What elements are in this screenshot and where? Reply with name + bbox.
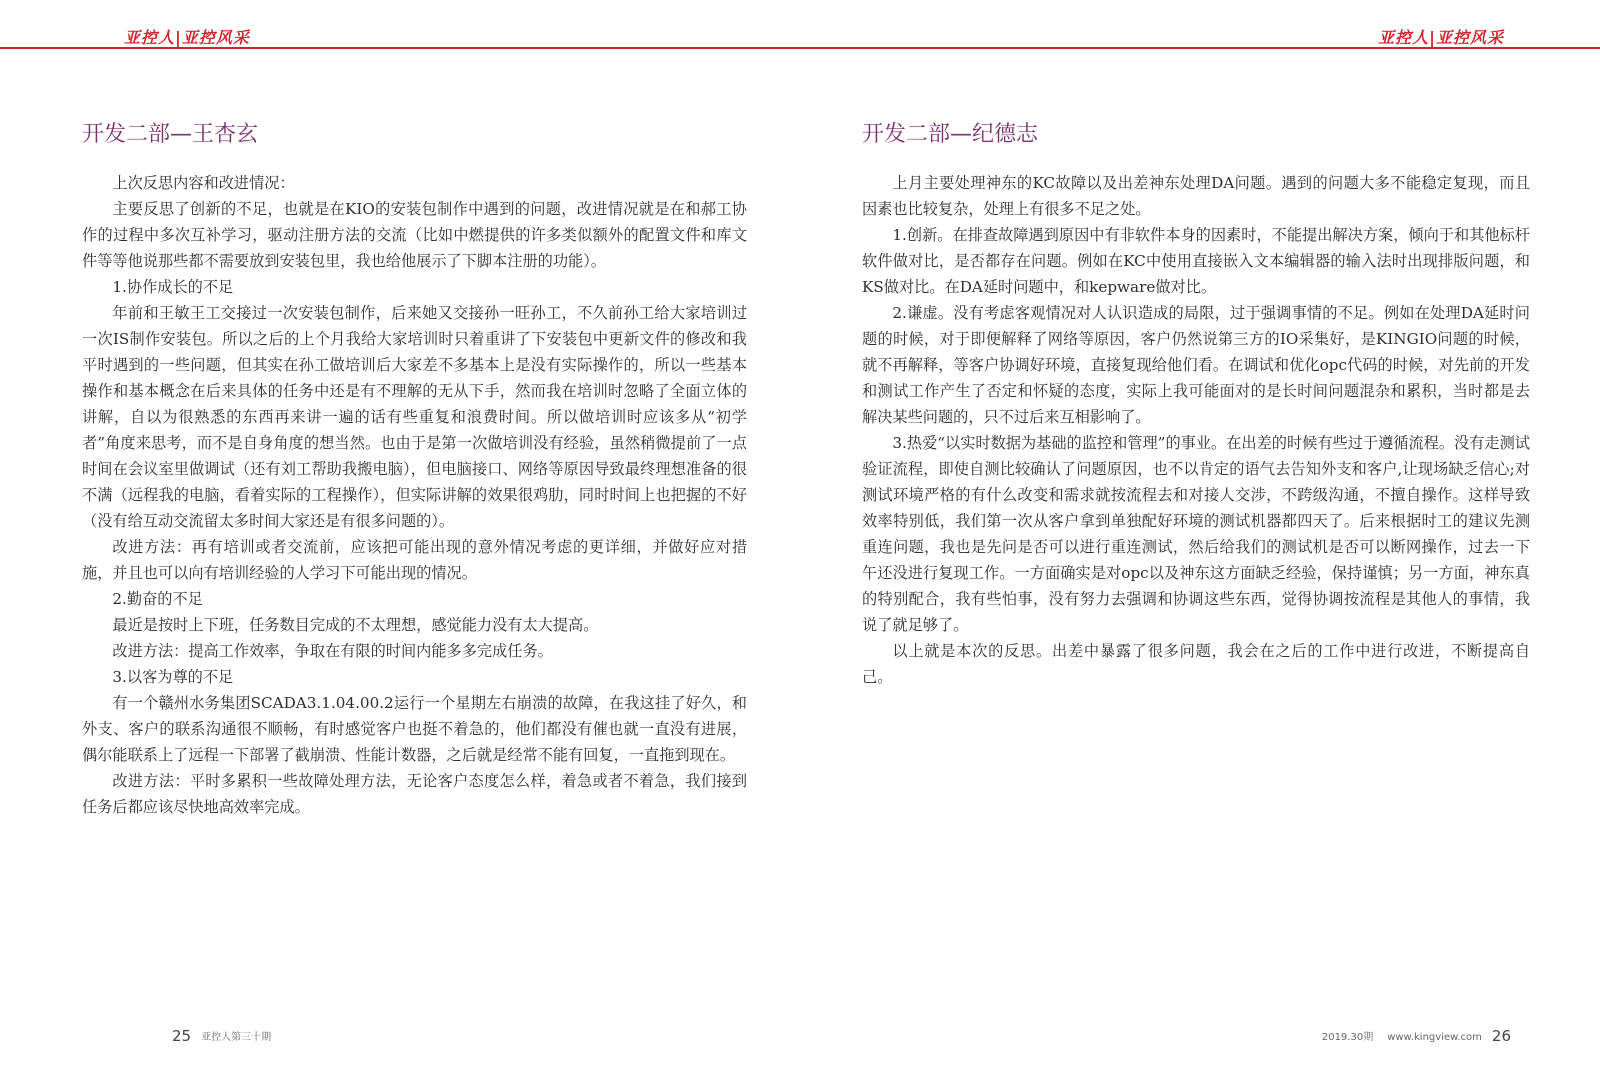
left-page-number: 25 [172,1027,192,1045]
left-paragraph: 改进方法：提高工作效率，争取在有限的时间内能多多完成任务。 [112,642,553,660]
left-paragraph: 主要反思了创新的不足，也就是在KIO的安装包制作中遇到的问题，改进情况就是在和郝工协作的过程中多次互补学习，驱动注册方法的交流（比如中燃提供的许多类似额外的配置文件和库文件等等他说那些都不需要放到安装包里，我也给他展示了下脚本注册的功能）。 [82,200,747,270]
left-footer [172,1026,271,1048]
right-paragraph: 上月主要处理神东的KC故障以及出差神东处理DA问题。遇到的问题大多不能稳定复现，而且因素也比较复杂，处理上有很多不足之处。 [862,174,1530,218]
left-section-title: 开发二部—王杏玄 [82,122,259,147]
left-paragraph: 改进方法：再有培训或者交流前，应该把可能出现的意外情况考虑的更详细，并做好应对措施，并且也可以向有培训经验的人学习下可能出现的情况。 [82,538,747,582]
right-page-number: 26 [1491,1027,1511,1045]
left-paragraph: 改进方法：平时多累积一些故障处理方法，无论客户态度怎么样，着急或者不着急，我们接到任务后都应该尽快地高效率完成。 [82,772,747,816]
left-paragraph: 1.协作成长的不足 [112,278,234,296]
right-paragraph: 3.热爱“以实时数据为基础的监控和管理”的事业。在出差的时候有些过于遵循流程。没有走测试验证流程，即使自测比较确认了问题原因，也不以肯定的语气去告知外支和客户,让现场缺乏信心;对测试环境严格的有什么改变和需求就按流程去和对接人交涉，不跨级沟通，不擅自操作。这样导致效率特别低，我们第一次从客户拿到单独配好环境的测试机器都四天了。后来根据时工的建议先测重连问题，我也是先问是否可以进行重连测试，然后给我们的测试机是否可以断网操作，过去一下午还没进行复现工作。一方面确实是对opc以及神东这方面缺乏经验，保持谨慎；另一方面，神东真的特别配合，我有些怕事，没有努力去强调和协调这些东西，觉得协调按流程是其他人的事情，我说了就足够了。 [862,434,1530,634]
left-paragraph: 有一个赣州水务集团SCADA3.1.04.00.2运行一个星期左右崩溃的故障，在我这挂了好久，和外支、客户的联系沟通很不顺畅，有时感觉客户也挺不着急的，他们都没有催也就一直没有进展，偶尔能联系上了远程一下部署了截崩溃、性能计数器，之后就是经常不能有回复，一直拖到现在。 [82,694,747,764]
right-paragraph: 2.谦虚。没有考虑客观情况对人认识造成的局限，过于强调事情的不足。例如在处理DA延时问题的时候，对于即便解释了网络等原因，客户仍然说第三方的IO采集好，是KINGIO问题的时候，就不再解释，等客户协调好环境，直接复现给他们看。在调试和优化opc代码的时候，对先前的开发和测试工作产生了否定和怀疑的态度，实际上我可能面对的是长时间问题混杂和累积，当时都是去解决某些问题的，只不过后来互相影响了。 [862,304,1530,426]
right-section-title: 开发二部—纪德志 [862,122,1039,147]
left-paragraph: 年前和王敏王工交接过一次安装包制作，后来她又交接孙一旺孙工，不久前孙工给大家培训过一次IS制作安装包。所以之后的上个月我给大家培训时只着重讲了下安装包中更新文件的修改和我平时遇到的一些问题，但其实在孙工做培训后大家差不多基本上是没有实际操作的，所以一些基本操作和基本概念在后来具体的任务中还是有不理解的无从下手，然而我在培训时忽略了全面立体的讲解，自以为很熟悉的东西再来讲一遍的话有些重复和浪费时间。所以做培训时应该多从“初学者”角度来思考，而不是自身角度的想当然。也由于是第一次做培训没有经验，虽然稍微提前了一点时间在会议室里做调试（还有刘工帮助我搬电脑），但电脑接口、网络等原因导致最终理想准备的很不满（远程我的电脑，看着实际的工程操作），但实际讲解的效果很鸡肋，同时时间上也把握的不好（没有给互动交流留太多时间大家还是有很多问题的）。 [82,304,747,530]
header-brand-right: 亚控人|亚控风采 [1378,28,1504,47]
header-brand-left: 亚控人|亚控风采 [124,28,250,47]
right-issue-label: 2019.30期 [1321,1032,1374,1043]
right-paragraph: 1.创新。在排查故障遇到原因中有非软件本身的因素时，不能提出解决方案，倾向于和其他标杆软件做对比，是否都存在问题。例如在KC中使用直接嵌入文本编辑器的输入法时出现排版问题，和KS做对比。在DA延时问题中，和kepware做对比。 [862,226,1530,296]
left-issue-label: 亚控人第三十期 [201,1032,272,1043]
left-page [82,0,747,1085]
right-site-link[interactable]: www.kingview.com [1387,1032,1482,1043]
right-article [862,170,1530,690]
left-paragraph: 3.以客为尊的不足 [112,668,234,686]
left-paragraph: 上次反思内容和改进情况： [112,174,295,192]
left-article [82,170,747,820]
right-footer [1322,1026,1511,1048]
right-page [862,0,1530,1085]
right-paragraph: 以上就是本次的反思。出差中暴露了很多问题，我会在之后的工作中进行改进，不断提高自己。 [862,642,1530,686]
left-paragraph: 2.勤奋的不足 [112,590,203,608]
left-paragraph: 最近是按时上下班，任务数目完成的不太理想，感觉能力没有太大提高。 [112,616,599,634]
